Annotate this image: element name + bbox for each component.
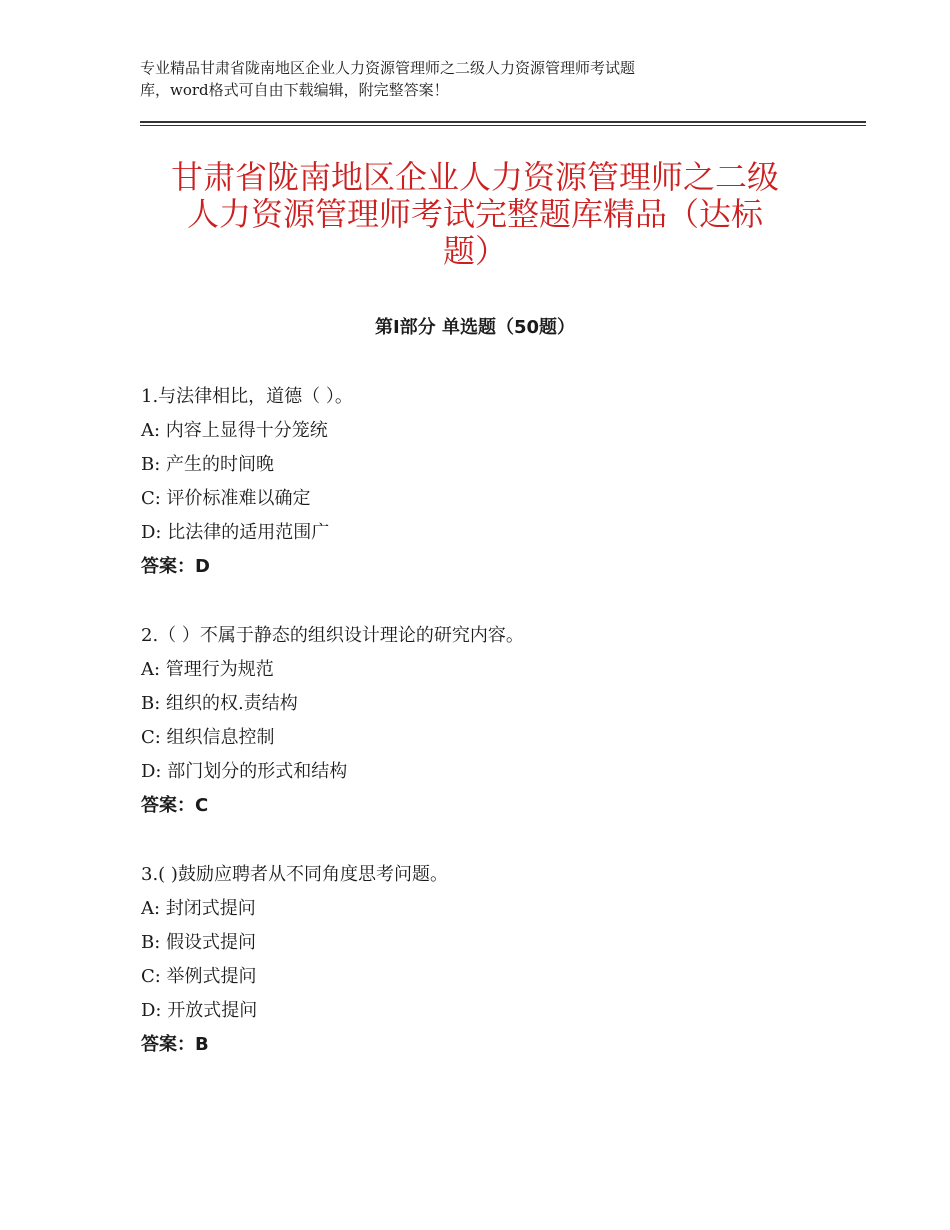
header-note-line-2: 库，word格式可自由下载编辑，附完整答案！ (140, 81, 449, 99)
header-note (140, 57, 780, 101)
question-stem: 1.与法律相比，道德（ ）。 (141, 386, 353, 407)
document-title (140, 159, 810, 270)
answer: 答案：B (141, 1034, 209, 1055)
option-c: C: 举例式提问 (141, 966, 257, 987)
option-d: D: 比法律的适用范围广 (141, 522, 330, 543)
header-divider-thin (140, 125, 866, 126)
option-c: C: 评价标准难以确定 (141, 488, 311, 509)
question-2 (141, 619, 841, 823)
header-note-line-1: 专业精品甘肃省陇南地区企业人力资源管理师之二级人力资源管理师考试题 (140, 59, 636, 77)
question-1 (141, 380, 841, 584)
document-title-line-1: 甘肃省陇南地区企业人力资源管理师之二级 (170, 158, 779, 196)
option-b: B: 组织的权.责结构 (141, 693, 298, 714)
question-stem: 2.（ ）不属于静态的组织设计理论的研究内容。 (141, 625, 524, 646)
document-title-line-3: 题） (442, 232, 507, 270)
answer: 答案：C (141, 795, 209, 816)
option-b: B: 产生的时间晚 (141, 454, 275, 475)
question-stem: 3.( )鼓励应聘者从不同角度思考问题。 (141, 864, 448, 885)
question-3 (141, 858, 841, 1062)
section-title: 第Ⅰ部分 单选题（50题） (374, 317, 575, 338)
option-d: D: 开放式提问 (141, 1000, 258, 1021)
answer: 答案：D (141, 556, 210, 577)
option-a: A: 封闭式提问 (141, 898, 256, 919)
option-d: D: 部门划分的形式和结构 (141, 761, 348, 782)
option-c: C: 组织信息控制 (141, 727, 275, 748)
header-divider-thick (140, 121, 866, 123)
option-a: A: 内容上显得十分笼统 (141, 420, 328, 441)
option-b: B: 假设式提问 (141, 932, 257, 953)
option-a: A: 管理行为规范 (141, 659, 274, 680)
document-title-line-2: 人力资源管理师考试完整题库精品（达标 (186, 195, 763, 233)
